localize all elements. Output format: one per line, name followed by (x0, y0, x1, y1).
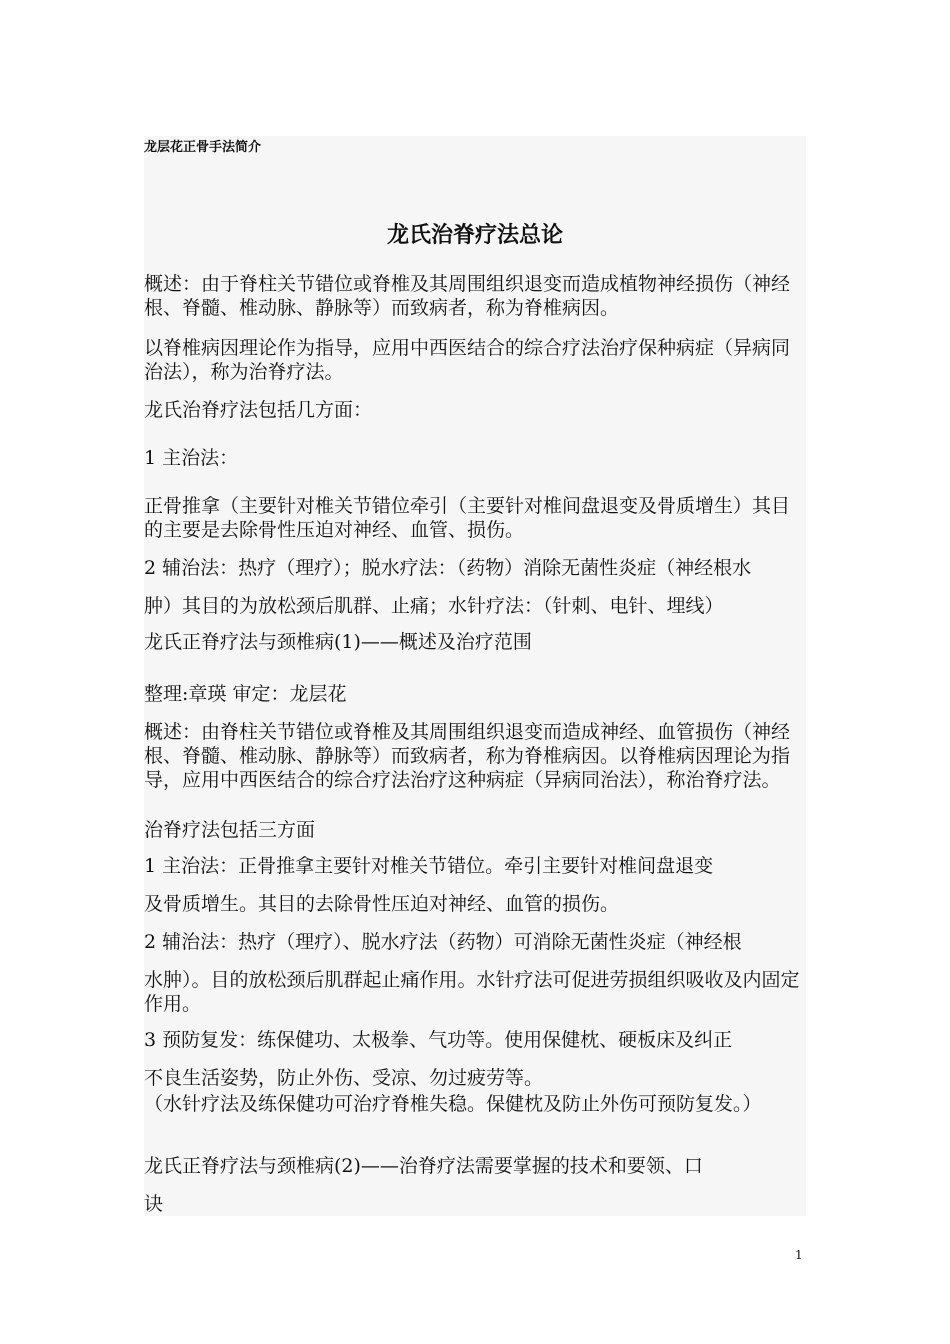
header-title: 龙层花正骨手法简介 (144, 140, 262, 155)
page-number: 1 (795, 1248, 803, 1262)
paragraph-note: （水针疗法及练保健功可治疗脊椎失稳。保健枕及防止外伤可预防复发。） (144, 1093, 762, 1115)
paragraph-main-treatment-heading: 1 主治法： (144, 447, 239, 469)
paragraph-overview-2: 概述：由脊柱关节错位或脊椎及其周围组织退变而造成神经、血管损伤（神经根、脊髓、椎动脉、静脉等）而致病者，称为脊椎病因。以脊椎病因理论为指导，应用中西医结合的综合疗法治疗这种病症（异病同治法），称治脊疗法。 (144, 721, 791, 791)
paragraph-aux-treatment-2: 肿）其目的为放松颈后肌群、止痛；水针疗法：（针刺、电针、埋线） (144, 595, 724, 617)
paragraph-three-aspects: 治脊疗法包括三方面 (144, 819, 316, 841)
document-body (144, 136, 806, 1216)
section-title-2: 龙氏正脊疗法与颈椎病(2)——治脊疗法需要掌握的技术和要领、口 (144, 1155, 703, 1177)
section-title-2-cont: 诀 (144, 1193, 164, 1215)
paragraph-theory: 以脊椎病因理论作为指导，应用中西医结合的综合疗法治疗保种病症（异病同治法），称为治脊疗法。 (144, 337, 791, 383)
paragraph-prevention-1: 3 预防复发：练保健功、太极拳、气功等。使用保健枕、硬板床及纠正 (144, 1029, 733, 1051)
editor-line: 整理:章瑛 审定：龙层花 (144, 683, 347, 705)
paragraph-main-treatment-1: 1 主治法：正骨推拿主要针对椎关节错位。牵引主要针对椎间盘退变 (144, 855, 714, 877)
section-title-1: 龙氏正脊疗法与颈椎病(1)——概述及治疗范围 (144, 631, 532, 653)
paragraph-aux-treatment-1: 2 辅治法：热疗（理疗）；脱水疗法：（药物）消除无菌性炎症（神经根水 (144, 557, 752, 579)
paragraph-aux-2-1: 2 辅治法：热疗（理疗）、脱水疗法（药物）可消除无菌性炎症（神经根 (144, 931, 742, 953)
main-title: 龙氏治脊疗法总论 (386, 223, 563, 248)
paragraph-overview: 概述：由于脊柱关节错位或脊椎及其周围组织退变而造成植物神经损伤（神经根、脊髓、椎动脉、静脉等）而致病者，称为脊椎病因。 (144, 273, 791, 319)
paragraph-aux-2-2: 水肿）。目的放松颈后肌群起止痛作用。水针疗法可促进劳损组织吸收及内固定作用。 (144, 969, 800, 1015)
paragraph-includes: 龙氏治脊疗法包括几方面： (144, 399, 373, 421)
paragraph-main-treatment-2: 及骨质增生。其目的去除骨性压迫对神经、血管的损伤。 (144, 893, 620, 915)
paragraph-prevention-2: 不良生活姿势，防止外伤、受凉、勿过疲劳等。 (144, 1067, 544, 1089)
paragraph-bone-setting: 正骨推拿（主要针对椎关节错位牵引（主要针对椎间盘退变及骨质增生）其目的主要是去除骨性压迫对神经、血管、损伤。 (144, 495, 791, 541)
